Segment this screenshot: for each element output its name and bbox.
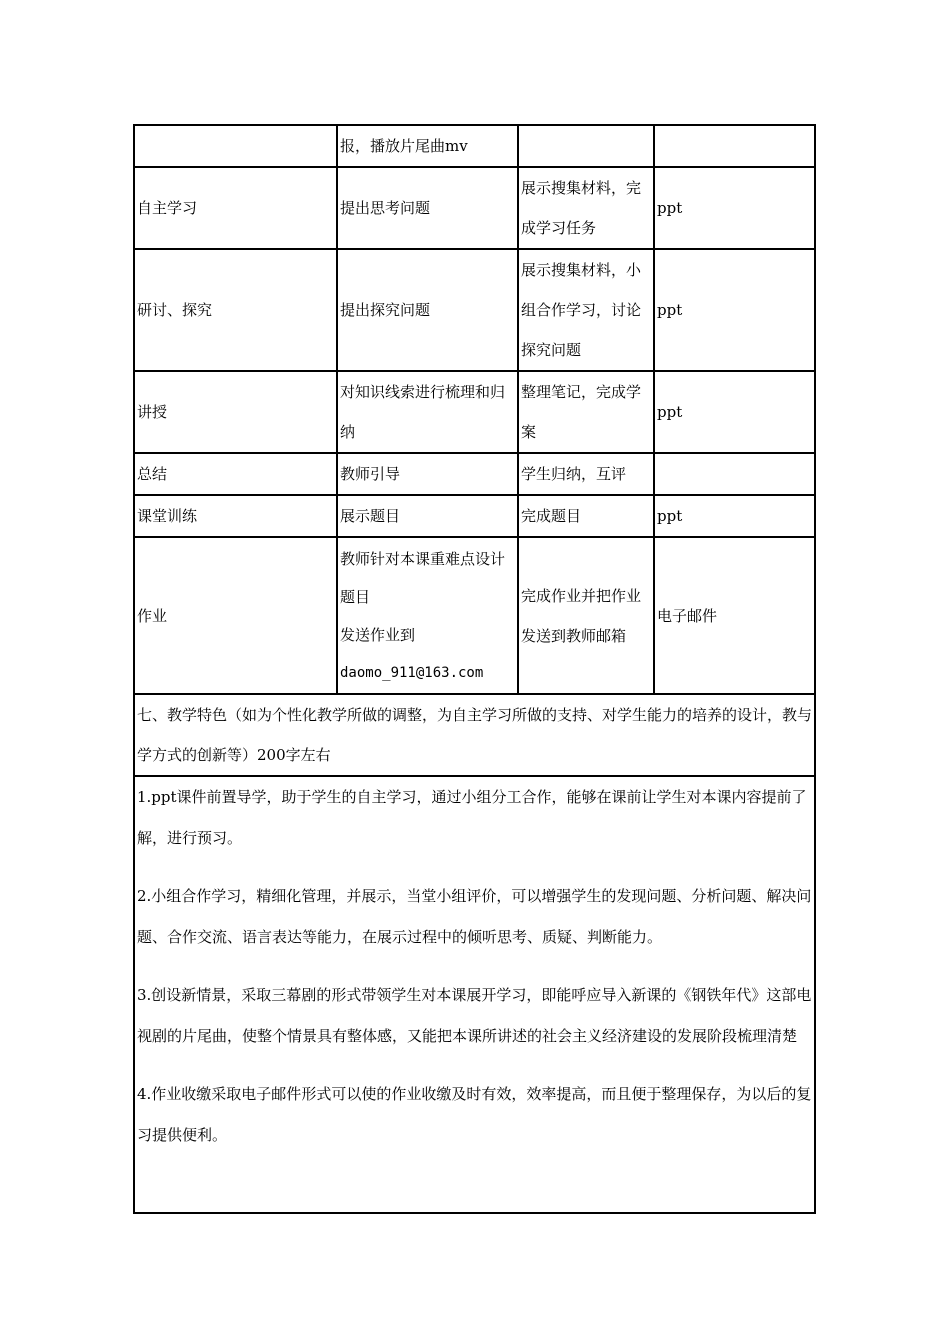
- student-activity-cell: 完成题目: [518, 495, 654, 537]
- document-page: [133, 124, 814, 1214]
- table-row: [134, 371, 815, 453]
- stage-cell: 总结: [134, 453, 337, 495]
- media-cell: ppt: [654, 249, 815, 371]
- lesson-table: [133, 124, 816, 777]
- media-cell: 电子邮件: [654, 537, 815, 694]
- student-activity-cell: 完成作业并把作业发送到教师邮箱: [518, 537, 654, 694]
- student-activity-cell: 学生归纳，互评: [518, 453, 654, 495]
- feature-paragraph: 4.作业收缴采取电子邮件形式可以使的作业收缴及时有效，效率提高，而且便于整理保存，为以后的复习提供便利。: [137, 1085, 812, 1144]
- media-cell: ppt: [654, 371, 815, 453]
- teacher-activity-cell: 提出探究问题: [337, 249, 518, 371]
- teacher-activity-cell: 对知识线索进行梳理和归纳: [337, 371, 518, 453]
- table-row: [134, 167, 815, 249]
- homework-send-text: 发送作业到: [340, 625, 416, 644]
- student-activity-cell: 展示搜集材料，完成学习任务: [518, 167, 654, 249]
- table-row: [134, 453, 815, 495]
- table-row: [134, 537, 815, 694]
- media-cell: ppt: [654, 495, 815, 537]
- teacher-activity-cell: 报，播放片尾曲mv: [337, 125, 518, 167]
- teacher-activity-cell: 教师引导: [337, 453, 518, 495]
- stage-cell: 研讨、探究: [134, 249, 337, 371]
- student-activity-cell: 整理笔记，完成学案: [518, 371, 654, 453]
- stage-cell: 讲授: [134, 371, 337, 453]
- table-row: [134, 495, 815, 537]
- feature-paragraph: 3.创设新情景，采取三幕剧的形式带领学生对本课展开学习，即能呼应导入新课的《钢铁年代》这部电视剧的片尾曲，使整个情景具有整体感，又能把本课所讲述的社会主义经济建设的发展阶段梳理清楚: [137, 986, 812, 1045]
- teacher-email-text: daomo_911@163.com: [340, 664, 484, 681]
- media-cell: [654, 125, 815, 167]
- media-cell: ppt: [654, 167, 815, 249]
- feature-paragraph: 1.ppt课件前置导学，助于学生的自主学习，通过小组分工合作，能够在课前让学生对本课内容提前了解，进行预习。: [137, 788, 807, 847]
- media-cell: [654, 453, 815, 495]
- stage-cell: 自主学习: [134, 167, 337, 249]
- teacher-activity-cell: 提出思考问题: [337, 167, 518, 249]
- stage-cell: [134, 125, 337, 167]
- student-activity-cell: [518, 125, 654, 167]
- table-row: [134, 249, 815, 371]
- section-heading-row: [134, 694, 815, 776]
- teaching-features: [133, 777, 816, 1214]
- teacher-activity-cell: [337, 537, 518, 694]
- section7-heading: 七、教学特色（如为个性化教学所做的调整，为自主学习所做的支持、对学生能力的培养的设计，教与学方式的创新等）200字左右: [134, 694, 815, 776]
- stage-cell: 作业: [134, 537, 337, 694]
- table-row: [134, 125, 815, 167]
- stage-cell: 课堂训练: [134, 495, 337, 537]
- student-activity-cell: 展示搜集材料，小组合作学习，讨论探究问题: [518, 249, 654, 371]
- teacher-activity-cell: 展示题目: [337, 495, 518, 537]
- homework-design-text: 教师针对本课重难点设计题目: [340, 549, 506, 606]
- feature-paragraph: 2.小组合作学习，精细化管理，并展示，当堂小组评价，可以增强学生的发现问题、分析问题、解决问题、合作交流、语言表达等能力，在展示过程中的倾听思考、质疑、判断能力。: [137, 887, 812, 946]
